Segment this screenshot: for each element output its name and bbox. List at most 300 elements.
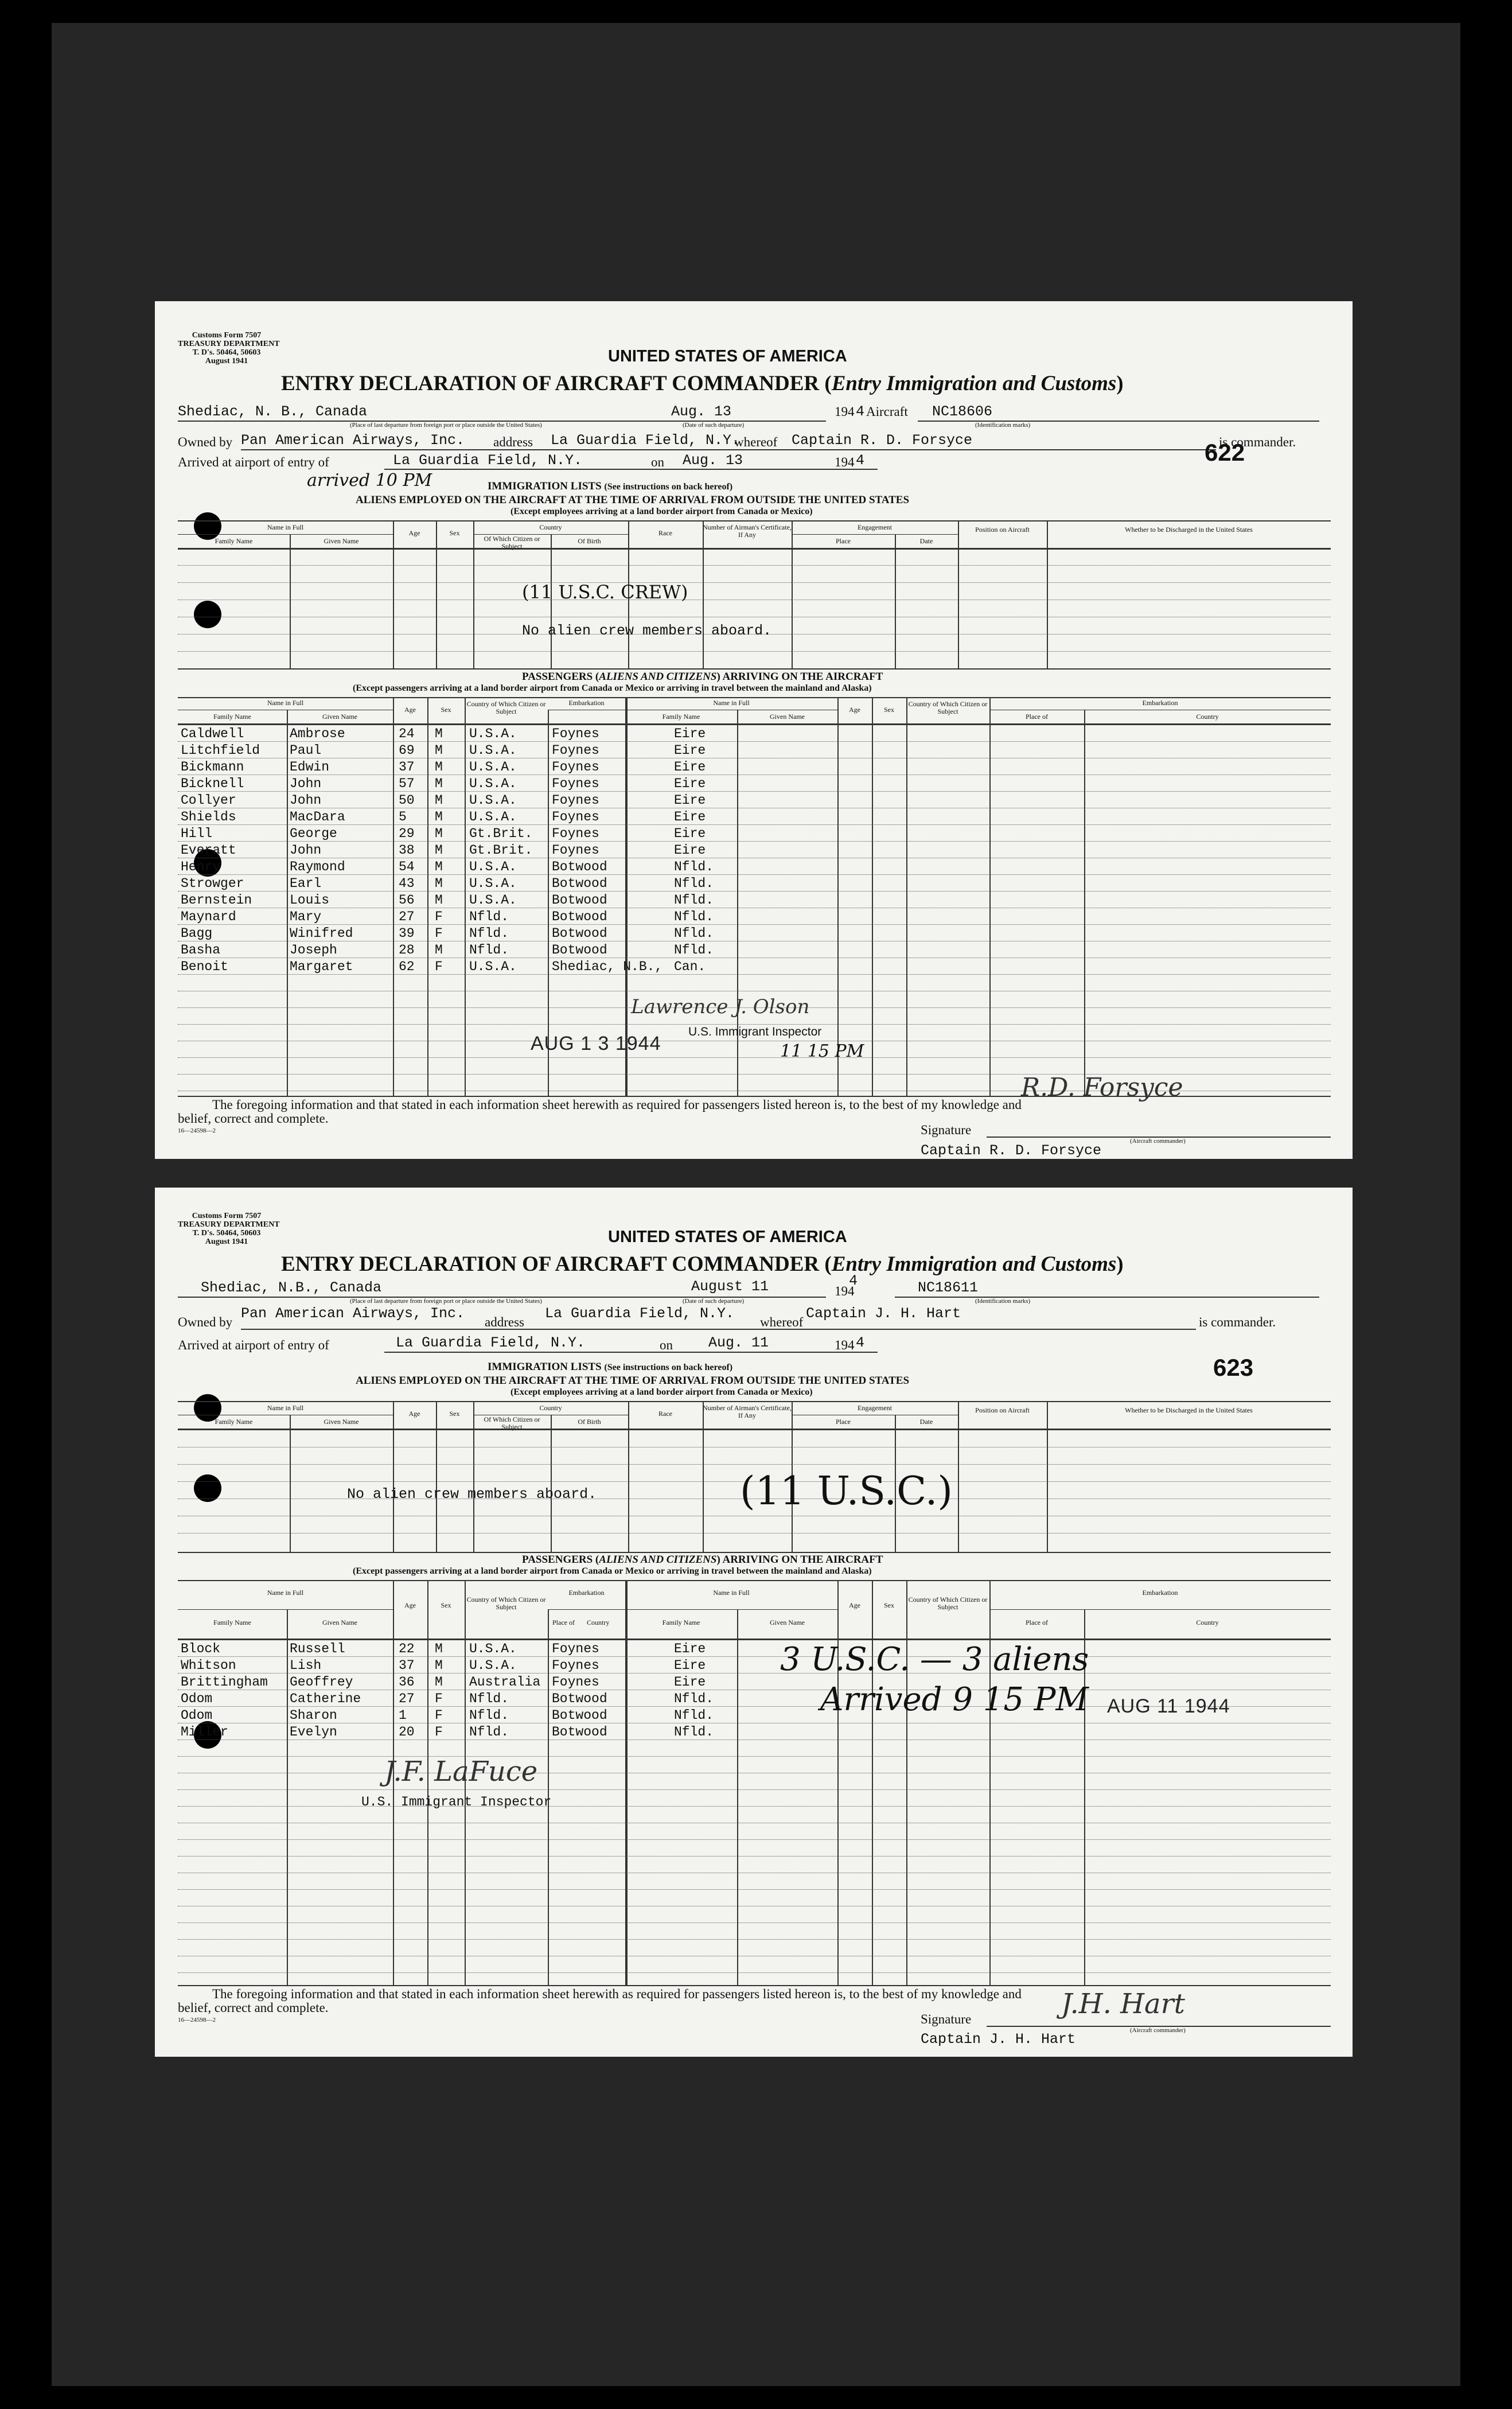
passenger-sex: M bbox=[435, 859, 443, 874]
title-italic: Entry Immigration and Customs bbox=[831, 372, 1117, 395]
on-label: on bbox=[660, 1338, 673, 1352]
passenger-age: 69 bbox=[399, 743, 415, 758]
pax-col-age: Age bbox=[404, 1601, 416, 1609]
date-caption: (Date of such departure) bbox=[683, 1298, 745, 1305]
passenger-family-name: Strowger bbox=[181, 876, 244, 891]
passenger-embark-place: Foynes bbox=[552, 1641, 599, 1656]
passenger-citizenship: U.S.A. bbox=[469, 793, 517, 808]
owned-by-label: Owned by bbox=[178, 1315, 233, 1329]
signature-typed: Captain R. D. Forsyce bbox=[921, 1142, 1102, 1159]
passenger-embark-place: Foynes bbox=[552, 743, 599, 758]
passenger-citizenship: Nfld. bbox=[469, 926, 509, 941]
customs-form-label: Customs Form 7507 bbox=[192, 1212, 262, 1220]
passenger-row bbox=[155, 759, 1353, 775]
passenger-embark-country: Nfld. bbox=[674, 1691, 714, 1706]
passenger-citizenship: U.S.A. bbox=[469, 959, 517, 974]
passenger-embark-place: Botwood bbox=[552, 1708, 607, 1723]
ident-caption: (Identification marks) bbox=[975, 1298, 1031, 1305]
crew-col-position: Position on Aircraft bbox=[975, 526, 1030, 534]
arrival-date: Aug. 13 bbox=[683, 452, 743, 469]
pax-col-place-country bbox=[548, 1619, 630, 1626]
immigration-lists bbox=[488, 480, 732, 493]
year-digit: 4 bbox=[849, 1272, 858, 1289]
passenger-citizenship: U.S.A. bbox=[469, 1641, 517, 1656]
whereof-label: whereof bbox=[734, 435, 778, 449]
footer-text-1: The foregoing information and that stated in each information sheet herewith as required for passengers listed hereon is, to the best of my knowledge and bbox=[212, 1098, 1022, 1112]
crew-col-country: Country bbox=[539, 1404, 562, 1412]
commander-label: is commander. bbox=[1199, 1315, 1276, 1329]
immigration-note: (See instructions on back hereof) bbox=[604, 482, 733, 492]
crew-col-discharged: Whether to be Discharged in the United States bbox=[1125, 1406, 1253, 1414]
crew-col-position: Position on Aircraft bbox=[975, 1406, 1030, 1414]
place-caption: (Place of last departure from foreign port or place outside the United States) bbox=[350, 422, 542, 429]
crew-col-place: Place bbox=[836, 537, 851, 545]
passenger-age: 36 bbox=[399, 1675, 415, 1690]
passenger-citizenship: U.S.A. bbox=[469, 859, 517, 874]
commander-signature: R.D. Forsyce bbox=[1021, 1073, 1183, 1102]
passenger-age: 43 bbox=[399, 876, 415, 891]
country-heading: UNITED STATES OF AMERICA bbox=[608, 1228, 847, 1246]
title-close: ) bbox=[1116, 1252, 1124, 1276]
passengers-heading-pre: PASSENGERS ( bbox=[522, 1554, 599, 1566]
passenger-citizenship: U.S.A. bbox=[469, 776, 517, 791]
crew-note-handwritten: (11 U.S.C. CREW) bbox=[522, 581, 688, 603]
pax-col-age-2: Age bbox=[849, 1601, 860, 1609]
pax-col-embarkation: Embarkation bbox=[568, 699, 605, 707]
aircraft-id: NC18606 bbox=[932, 403, 993, 420]
footer-text-2: belief, correct and complete. bbox=[178, 2001, 329, 2015]
passenger-family-name: Henry bbox=[181, 859, 221, 874]
passenger-sex: F bbox=[435, 959, 443, 974]
passenger-age: 5 bbox=[399, 810, 407, 824]
crew-col-name: Name in Full bbox=[267, 1404, 304, 1412]
passenger-given-name: Evelyn bbox=[290, 1725, 337, 1739]
passenger-sex: M bbox=[435, 1641, 443, 1656]
passenger-family-name: Everatt bbox=[181, 843, 236, 858]
date-caption: (Date of such departure) bbox=[683, 422, 745, 429]
passenger-embark-place: Botwood bbox=[552, 876, 607, 891]
crew-col-name: Name in Full bbox=[267, 523, 304, 531]
passenger-citizenship: U.S.A. bbox=[469, 726, 517, 741]
department-label: TREASURY DEPARTMENT bbox=[178, 340, 280, 348]
inspector-label: U.S. Immigrant Inspector bbox=[688, 1025, 822, 1038]
passenger-family-name: Caldwell bbox=[181, 726, 244, 741]
address-label: address bbox=[485, 1315, 524, 1329]
passenger-embark-place: Foynes bbox=[552, 1675, 599, 1690]
form-number: 16—24598—2 bbox=[178, 2017, 216, 2023]
passenger-family-name: Whitson bbox=[181, 1658, 236, 1673]
passenger-sex: M bbox=[435, 893, 443, 908]
passenger-embark-country: Eire bbox=[674, 726, 706, 741]
pax-col-age: Age bbox=[404, 706, 416, 714]
pax-col-sex-2: Sex bbox=[884, 1601, 894, 1609]
title-main: ENTRY DECLARATION OF AIRCRAFT COMMANDER ( bbox=[281, 1252, 832, 1276]
passenger-family-name: Brittingham bbox=[181, 1675, 268, 1690]
passenger-embark-country: Eire bbox=[674, 760, 706, 775]
passenger-citizenship: Nfld. bbox=[469, 1691, 509, 1706]
passenger-family-name: Maynard bbox=[181, 909, 236, 924]
passenger-embark-place: Botwood bbox=[552, 909, 607, 924]
airport-of-entry: La Guardia Field, N.Y. bbox=[393, 452, 583, 469]
passenger-citizenship: Gt.Brit. bbox=[469, 843, 533, 858]
crew-col-sex: Sex bbox=[449, 529, 460, 537]
passenger-age: 37 bbox=[399, 1658, 415, 1673]
passenger-sex: M bbox=[435, 810, 443, 824]
crew-col-engagement: Engagement bbox=[858, 1404, 892, 1412]
passenger-embark-place: Foynes bbox=[552, 810, 599, 824]
passengers-subheading: (Except passengers arriving at a land border airport from Canada or Mexico or arriving in travel between the mainland and Alaska) bbox=[353, 683, 872, 693]
passenger-age: 28 bbox=[399, 943, 415, 958]
passenger-sex: M bbox=[435, 843, 443, 858]
declaration-sheet-2 bbox=[155, 1188, 1353, 2057]
passenger-citizenship: U.S.A. bbox=[469, 743, 517, 758]
pax-col-family-2: Family Name bbox=[662, 1618, 700, 1626]
departure-date: August 11 bbox=[691, 1278, 769, 1295]
departure-place: Shediac, N. B., Canada bbox=[178, 403, 368, 420]
passenger-embark-country: Eire bbox=[674, 1675, 706, 1690]
address-label: address bbox=[493, 435, 533, 449]
passenger-embark-country: Nfld. bbox=[674, 876, 714, 891]
crew-col-engagement: Engagement bbox=[858, 523, 892, 531]
passenger-row bbox=[155, 909, 1353, 925]
title-italic: Entry Immigration and Customs bbox=[831, 1252, 1117, 1276]
sheet-number: 623 bbox=[1213, 1354, 1254, 1381]
passenger-family-name: Bernstein bbox=[181, 893, 252, 908]
passenger-age: 1 bbox=[399, 1708, 407, 1723]
passenger-sex: F bbox=[435, 1691, 443, 1706]
inspector-label: U.S. Immigrant Inspector bbox=[361, 1795, 552, 1809]
pax-col-sex: Sex bbox=[441, 1601, 451, 1609]
passenger-age: 39 bbox=[399, 926, 415, 941]
address: La Guardia Field, N.Y. bbox=[545, 1305, 735, 1322]
passenger-age: 29 bbox=[399, 826, 415, 841]
pax-col-given-2: Given Name bbox=[770, 1618, 805, 1626]
passenger-citizenship: Nfld. bbox=[469, 1725, 509, 1739]
form-date-label: August 1941 bbox=[205, 357, 248, 365]
crew-col-race: Race bbox=[658, 1410, 672, 1418]
address: La Guardia Field, N.Y. bbox=[551, 432, 741, 449]
passenger-row bbox=[155, 1674, 1353, 1690]
crew-col-citizen: Of Which Citizen or Subject bbox=[484, 1415, 540, 1431]
passenger-age: 24 bbox=[399, 726, 415, 741]
crew-note: No alien crew members aboard. bbox=[347, 1486, 597, 1503]
aircraft-label: Aircraft bbox=[866, 404, 908, 419]
passenger-embark-place: Foynes bbox=[552, 760, 599, 775]
arrived-handwritten: Arrived 9 15 PM bbox=[820, 1681, 1089, 1718]
pax-col-citizen-2: Country of Which Citizen or Subject bbox=[908, 1595, 988, 1611]
passenger-row bbox=[155, 859, 1353, 875]
passenger-row bbox=[155, 1641, 1353, 1657]
passenger-citizenship: Australia bbox=[469, 1675, 541, 1690]
departure-date: Aug. 13 bbox=[671, 403, 732, 420]
passenger-embark-place: Foynes bbox=[552, 1658, 599, 1673]
passenger-given-name: Raymond bbox=[290, 859, 345, 874]
passenger-embark-country: Eire bbox=[674, 743, 706, 758]
pax-col-place-2: Place of bbox=[1026, 1618, 1048, 1626]
place-caption: (Place of last departure from foreign port or place outside the United States) bbox=[350, 1298, 542, 1305]
passenger-given-name: John bbox=[290, 793, 322, 808]
passenger-row bbox=[155, 826, 1353, 842]
pax-col-name: Name in Full bbox=[267, 699, 304, 707]
passenger-given-name: Sharon bbox=[290, 1708, 337, 1723]
footer-text-1: The foregoing information and that stated in each information sheet herewith as required for passengers listed hereon is, to the best of my knowledge and bbox=[212, 1987, 1022, 2001]
passenger-given-name: Ambrose bbox=[290, 726, 345, 741]
signature-caption: (Aircraft commander) bbox=[1130, 2027, 1186, 2034]
year-prefix: 194 bbox=[835, 1338, 855, 1352]
passenger-sex: F bbox=[435, 1708, 443, 1723]
passenger-embark-place: Foynes bbox=[552, 793, 599, 808]
passenger-embark-country: Eire bbox=[674, 1658, 706, 1673]
passenger-row bbox=[155, 875, 1353, 892]
crew-col-race: Race bbox=[658, 529, 672, 537]
crew-col-discharged: Whether to be Discharged in the United States bbox=[1125, 526, 1253, 534]
immigration-lists-label: IMMIGRATION LISTS bbox=[488, 480, 602, 492]
passenger-family-name: Bickmann bbox=[181, 760, 244, 775]
passenger-given-name: Louis bbox=[290, 893, 330, 908]
passenger-row bbox=[155, 1724, 1353, 1740]
passenger-family-name: Miller bbox=[181, 1725, 228, 1739]
pax-col-citizen: Country of Which Citizen or Subject bbox=[466, 1595, 546, 1611]
date-stamp: AUG 1 3 1944 bbox=[531, 1033, 661, 1054]
departure-place: Shediac, N.B., Canada bbox=[201, 1279, 382, 1296]
form-number: 16—24598—2 bbox=[178, 1127, 216, 1134]
crew-col-age: Age bbox=[408, 1410, 420, 1418]
crew-col-date: Date bbox=[919, 537, 933, 545]
passenger-note-handwritten: 3 U.S.C. — 3 aliens bbox=[780, 1641, 1089, 1678]
passenger-family-name: Odom bbox=[181, 1691, 213, 1706]
passenger-given-name: Paul bbox=[290, 743, 322, 758]
crew-col-family: Family Name bbox=[215, 1418, 253, 1426]
passenger-sex: M bbox=[435, 1675, 443, 1690]
passengers-heading-italic: ALIENS AND CITIZENS bbox=[599, 1554, 717, 1566]
passenger-given-name: John bbox=[290, 843, 322, 858]
passenger-embark-country: Eire bbox=[674, 843, 706, 858]
signature-label: Signature bbox=[921, 1123, 972, 1137]
passenger-embark-country: Nfld. bbox=[674, 893, 714, 908]
passenger-row bbox=[155, 842, 1353, 858]
passenger-embark-place: Shediac, N.B., bbox=[552, 959, 663, 974]
handwritten-arrival-time: arrived 10 PM bbox=[307, 470, 432, 491]
whereof-label: whereof bbox=[760, 1315, 804, 1329]
year-prefix: 194 bbox=[835, 455, 855, 469]
passenger-row bbox=[155, 925, 1353, 941]
passenger-family-name: Block bbox=[181, 1641, 221, 1656]
passenger-given-name: Edwin bbox=[290, 760, 330, 775]
passenger-age: 50 bbox=[399, 793, 415, 808]
aliens-subheading: (Except employees arriving at a land border airport from Canada or Mexico) bbox=[511, 507, 813, 516]
title-main: ENTRY DECLARATION OF AIRCRAFT COMMANDER ( bbox=[281, 372, 832, 395]
passenger-row bbox=[155, 1657, 1353, 1674]
pax-col-given-2: Given Name bbox=[770, 713, 805, 721]
year-prefix: 194 bbox=[835, 1284, 855, 1298]
owner: Pan American Airways, Inc. bbox=[241, 432, 465, 449]
passenger-embark-country: Nfld. bbox=[674, 943, 714, 958]
form-info bbox=[178, 331, 280, 365]
passenger-embark-country: Nfld. bbox=[674, 1725, 714, 1739]
aircraft-id: NC18611 bbox=[918, 1279, 979, 1296]
passenger-sex: M bbox=[435, 826, 443, 841]
passengers-heading-italic: ALIENS AND CITIZENS bbox=[599, 671, 717, 683]
passenger-embark-place: Botwood bbox=[552, 1691, 607, 1706]
crew-col-certificate: Number of Airman's Certificate, If Any bbox=[703, 1404, 792, 1419]
crew-col-birth: Of Birth bbox=[578, 537, 601, 545]
passenger-family-name: Benoit bbox=[181, 959, 228, 974]
passenger-embark-place: Foynes bbox=[552, 776, 599, 791]
aliens-heading: ALIENS EMPLOYED ON THE AIRCRAFT AT THE TIME OF ARRIVAL FROM OUTSIDE THE UNITED STATES bbox=[356, 1375, 910, 1387]
passenger-row bbox=[155, 809, 1353, 825]
customs-form-label: Customs Form 7507 bbox=[192, 331, 262, 340]
pax-col-name-2: Name in Full bbox=[713, 1589, 750, 1597]
pax-col-embarkation: Embarkation bbox=[568, 1589, 605, 1597]
airport-of-entry: La Guardia Field, N.Y. bbox=[396, 1334, 586, 1351]
department-label: TREASURY DEPARTMENT bbox=[178, 1220, 280, 1229]
passenger-sex: F bbox=[435, 1725, 443, 1739]
inspector-time: 11 15 PM bbox=[780, 1041, 864, 1061]
passenger-family-name: Basha bbox=[181, 943, 221, 958]
crew-col-country: Country bbox=[539, 523, 562, 531]
pax-col-family: Family Name bbox=[213, 1618, 251, 1626]
aliens-subheading: (Except employees arriving at a land border airport from Canada or Mexico) bbox=[511, 1387, 813, 1397]
passenger-sex: M bbox=[435, 793, 443, 808]
passenger-embark-place: Botwood bbox=[552, 893, 607, 908]
passengers-heading-post: ) ARRIVING ON THE AIRCRAFT bbox=[716, 671, 883, 683]
passengers-subheading: (Except passengers arriving at a land border airport from Canada or Mexico or arriving in travel between the mainland and Alaska) bbox=[353, 1566, 872, 1576]
passengers-heading bbox=[522, 1554, 883, 1566]
arrival-year-digit: 4 bbox=[856, 1334, 865, 1351]
pax-col-country-2: Country bbox=[1196, 1618, 1219, 1626]
on-label: on bbox=[651, 455, 664, 469]
passenger-sex: M bbox=[435, 743, 443, 758]
passenger-sex: M bbox=[435, 1658, 443, 1673]
pax-col-age-2: Age bbox=[849, 706, 860, 714]
passenger-given-name: Joseph bbox=[290, 943, 337, 958]
pax-col-given: Given Name bbox=[322, 713, 357, 721]
passenger-family-name: Collyer bbox=[181, 793, 236, 808]
owned-by-label: Owned by bbox=[178, 435, 233, 449]
inspector-signature: Lawrence J. Olson bbox=[631, 995, 810, 1018]
passenger-age: 54 bbox=[399, 859, 415, 874]
owner: Pan American Airways, Inc. bbox=[241, 1305, 465, 1322]
commander-signature: J.H. Hart bbox=[1061, 1988, 1185, 2020]
inspector-signature: J.F. LaFuce bbox=[384, 1756, 538, 1788]
pax-col-country: Country bbox=[586, 1618, 610, 1626]
passenger-family-name: Litchfield bbox=[181, 743, 260, 758]
pax-col-place: Place of bbox=[552, 1618, 575, 1626]
passenger-given-name: Mary bbox=[290, 909, 322, 924]
passenger-row bbox=[155, 726, 1353, 742]
sheet-number: 622 bbox=[1205, 439, 1245, 466]
pax-col-name-2: Name in Full bbox=[713, 699, 750, 707]
arrival-year-digit: 4 bbox=[856, 452, 865, 469]
passenger-citizenship: Nfld. bbox=[469, 909, 509, 924]
crew-note: No alien crew members aboard. bbox=[522, 622, 772, 639]
form-title bbox=[281, 1252, 1124, 1277]
crew-col-citizen: Of Which Citizen or Subject bbox=[484, 535, 540, 550]
passenger-embark-country: Nfld. bbox=[674, 1708, 714, 1723]
pax-col-name: Name in Full bbox=[267, 1589, 304, 1597]
punch-hole bbox=[194, 1474, 221, 1502]
passenger-row bbox=[155, 892, 1353, 908]
passenger-embark-place: Foynes bbox=[552, 826, 599, 841]
passenger-row bbox=[155, 959, 1353, 975]
title-close: ) bbox=[1116, 372, 1124, 395]
crew-col-family: Family Name bbox=[215, 537, 253, 545]
crew-col-place: Place bbox=[836, 1418, 851, 1426]
passenger-row bbox=[155, 792, 1353, 808]
passenger-embark-place: Botwood bbox=[552, 943, 607, 958]
passenger-row bbox=[155, 776, 1353, 792]
passenger-given-name: Geoffrey bbox=[290, 1675, 353, 1690]
crew-col-date: Date bbox=[919, 1418, 933, 1426]
passenger-given-name: MacDara bbox=[290, 810, 345, 824]
passenger-row bbox=[155, 942, 1353, 958]
passenger-given-name: Russell bbox=[290, 1641, 345, 1656]
passenger-sex: F bbox=[435, 926, 443, 941]
passenger-embark-country: Nfld. bbox=[674, 859, 714, 874]
crew-col-birth: Of Birth bbox=[578, 1418, 601, 1426]
passenger-row bbox=[155, 742, 1353, 758]
passenger-family-name: Shields bbox=[181, 810, 236, 824]
passenger-embark-place: Foynes bbox=[552, 726, 599, 741]
passenger-embark-country: Eire bbox=[674, 826, 706, 841]
aliens-heading: ALIENS EMPLOYED ON THE AIRCRAFT AT THE TIME OF ARRIVAL FROM OUTSIDE THE UNITED STATES bbox=[356, 494, 910, 506]
passenger-age: 62 bbox=[399, 959, 415, 974]
passenger-citizenship: U.S.A. bbox=[469, 1658, 517, 1673]
passenger-family-name: Bagg bbox=[181, 926, 213, 941]
passenger-embark-country: Nfld. bbox=[674, 926, 714, 941]
passenger-sex: M bbox=[435, 726, 443, 741]
pax-col-family-2: Family Name bbox=[662, 713, 700, 721]
passenger-given-name: Catherine bbox=[290, 1691, 361, 1706]
passenger-sex: M bbox=[435, 943, 443, 958]
commander: Captain R. D. Forsyce bbox=[792, 432, 973, 449]
form-info bbox=[178, 1212, 280, 1246]
passenger-sex: M bbox=[435, 776, 443, 791]
passenger-given-name: Lish bbox=[290, 1658, 322, 1673]
passenger-age: 57 bbox=[399, 776, 415, 791]
signature-typed: Captain J. H. Hart bbox=[921, 2031, 1076, 2048]
crew-col-age: Age bbox=[408, 529, 420, 537]
passenger-citizenship: Nfld. bbox=[469, 1708, 509, 1723]
crew-col-given: Given Name bbox=[324, 1418, 359, 1426]
passenger-age: 37 bbox=[399, 760, 415, 775]
reference-label: T. D's. 50464, 50603 bbox=[192, 348, 261, 357]
passenger-given-name: Earl bbox=[290, 876, 322, 891]
passenger-age: 27 bbox=[399, 909, 415, 924]
passenger-age: 38 bbox=[399, 843, 415, 858]
passenger-given-name: Margaret bbox=[290, 959, 353, 974]
pax-col-embarkation-2: Embarkation bbox=[1142, 699, 1178, 707]
passenger-citizenship: Gt.Brit. bbox=[469, 826, 533, 841]
form-date-label: August 1941 bbox=[205, 1237, 248, 1246]
immigration-lists bbox=[488, 1361, 732, 1373]
passenger-sex: M bbox=[435, 876, 443, 891]
pax-col-given: Given Name bbox=[322, 1618, 357, 1626]
pax-col-place-2: Place of bbox=[1026, 713, 1048, 721]
passenger-embark-country: Nfld. bbox=[674, 909, 714, 924]
passenger-given-name: George bbox=[290, 826, 337, 841]
passenger-age: 20 bbox=[399, 1725, 415, 1739]
signature-caption: (Aircraft commander) bbox=[1130, 1138, 1186, 1145]
passenger-embark-country: Eire bbox=[674, 793, 706, 808]
declaration-sheet-1 bbox=[155, 301, 1353, 1159]
passenger-family-name: Bicknell bbox=[181, 776, 244, 791]
passenger-embark-country: Eire bbox=[674, 776, 706, 791]
pax-col-country-2: Country bbox=[1196, 713, 1219, 721]
arrived-label: Arrived at airport of entry of bbox=[178, 455, 329, 469]
pax-col-family: Family Name bbox=[213, 713, 251, 721]
passenger-citizenship: Nfld. bbox=[469, 943, 509, 958]
